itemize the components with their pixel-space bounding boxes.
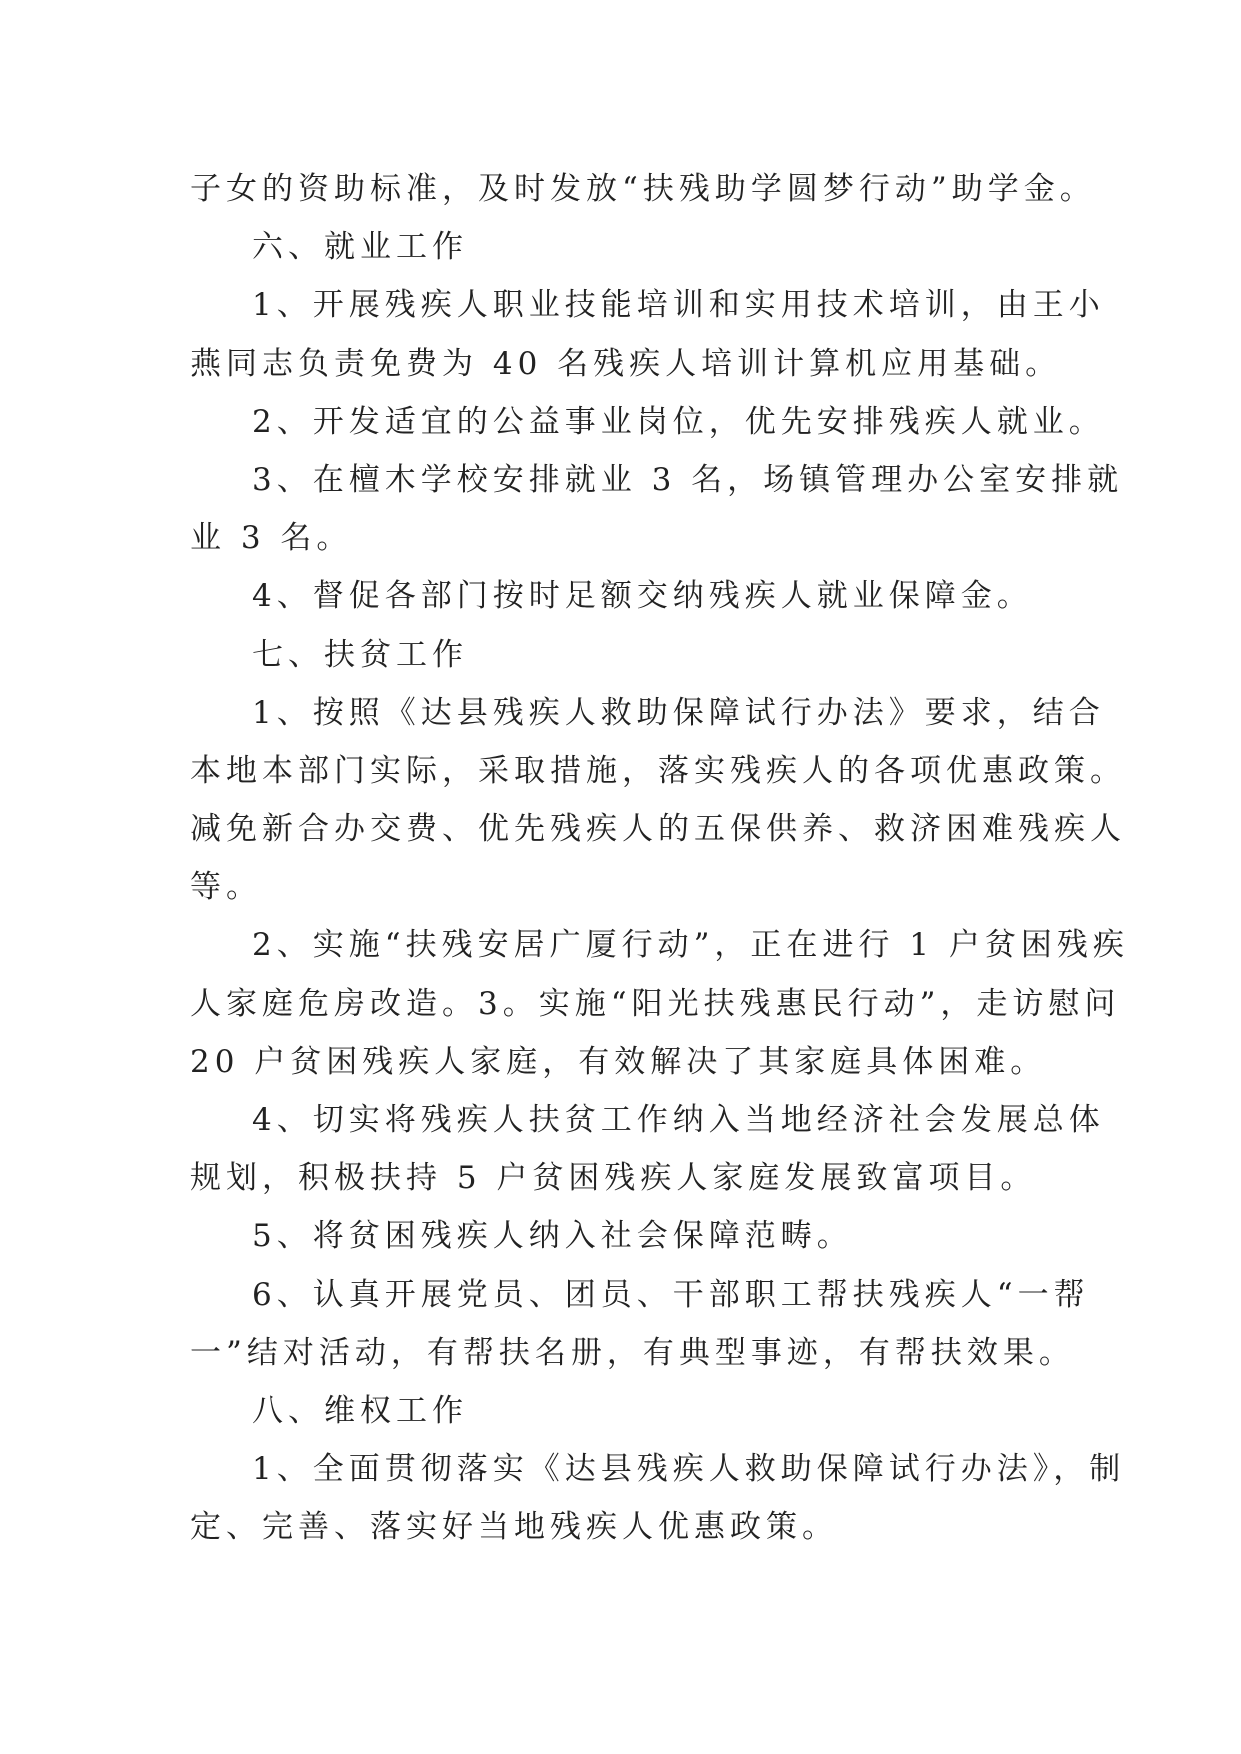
document-line: 七、扶贫工作 [252, 636, 468, 673]
document-line: 六、就业工作 [252, 229, 468, 266]
document-line: 燕同志负责免费为 40 名残疾人培训计算机应用基础。 [190, 345, 1062, 382]
document-line: 6、认真开展党员、团员、干部职工帮扶残疾人“一帮 [252, 1276, 1090, 1313]
document-line: 等。 [190, 869, 262, 906]
document-line: 1、开展残疾人职业技能培训和实用技术培训，由王小 [252, 287, 1105, 324]
document-line: 减免新合办交费、优先残疾人的五保供养、救济困难残疾人 [190, 811, 1126, 848]
document-line: 2、实施“扶残安居广厦行动”，正在进行 1 户贫困残疾 [252, 927, 1129, 964]
document-line: 一”结对活动，有帮扶名册，有典型事迹，有帮扶效果。 [190, 1334, 1075, 1371]
document-line: 3、在檀木学校安排就业 3 名，场镇管理办公室安排就 [252, 461, 1124, 498]
document-line: 定、完善、落实好当地残疾人优惠政策。 [190, 1509, 838, 1546]
document-body [190, 160, 1129, 1557]
document-line: 本地本部门实际，采取措施，落实残疾人的各项优惠政策。 [190, 752, 1126, 789]
document-line: 规划，积极扶持 5 户贫困残疾人家庭发展致富项目。 [190, 1160, 1037, 1197]
document-line: 1、按照《达县残疾人救助保障试行办法》要求，结合 [252, 694, 1105, 731]
document-line: 4、切实将残疾人扶贫工作纳入当地经济社会发展总体 [252, 1102, 1105, 1138]
document-line: 2、开发适宜的公益事业岗位，优先安排残疾人就业。 [252, 403, 1105, 440]
document-line: 4、督促各部门按时足额交纳残疾人就业保障金。 [252, 578, 1033, 615]
document-line: 人家庭危房改造。3。实施“阳光扶残惠民行动”，走访慰问 [190, 985, 1121, 1022]
document-line: 1、全面贯彻落实《达县残疾人救助保障试行办法》，制 [252, 1451, 1126, 1488]
document-line: 5、将贫困残疾人纳入社会保障范畴。 [252, 1218, 853, 1255]
document-line: 八、维权工作 [252, 1392, 468, 1429]
document-line: 子女的资助标准，及时发放“扶残助学圆梦行动”助学金。 [190, 171, 1096, 207]
document-line: 20 户贫困残疾人家庭，有效解决了其家庭具体困难。 [190, 1043, 1047, 1080]
document-line: 业 3 名。 [190, 520, 353, 557]
